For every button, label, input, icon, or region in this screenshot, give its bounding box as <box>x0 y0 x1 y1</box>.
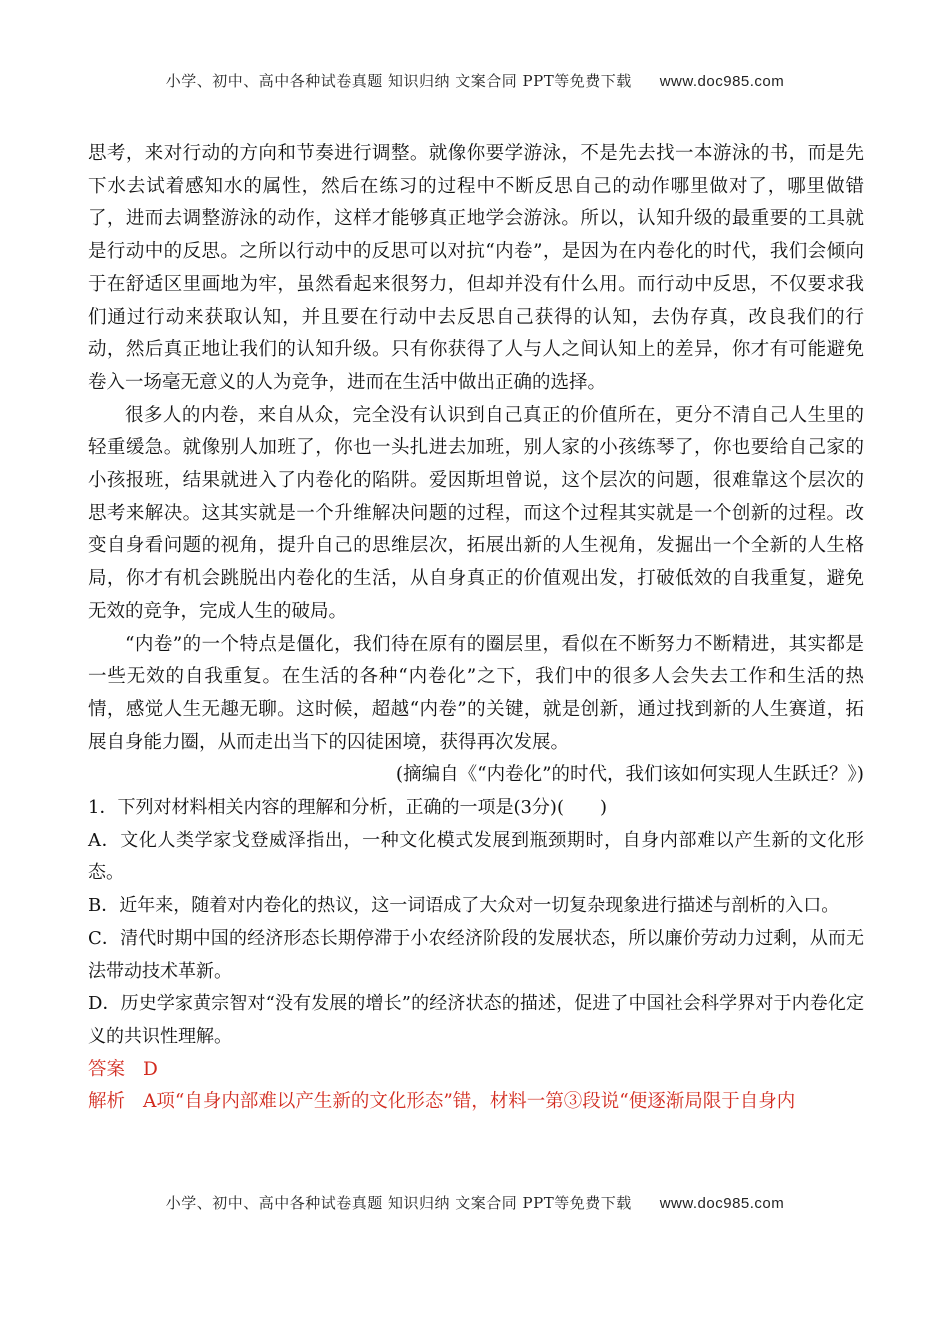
page-header <box>0 70 950 91</box>
header-site-link[interactable]: www.doc985.com <box>659 73 785 90</box>
answer-line <box>88 1054 864 1087</box>
paragraph-3: “内卷”的一个特点是僵化，我们待在原有的圈层里，看似在不断努力不断精进，其实都是一些无效的自我重复。在生活的各种“内卷化”之下，我们中的很多人会失去工作和生活的热情，感觉人生无趣无聊。这时候，超越“内卷”的关键，就是创新，通过找到新的人生赛道，拓展自身能力圈，从而走出当下的囚徒困境，获得再次发展。 <box>88 633 864 753</box>
header-text: 小学、初中、高中各种试卷真题 知识归纳 文案合同 PPT等免费下载 <box>165 72 632 90</box>
question-stem: 1．下列对材料相关内容的理解和分析，正确的一项是(3分)( ) <box>88 797 607 819</box>
answer-value: D <box>143 1058 158 1080</box>
page-footer <box>0 1192 950 1213</box>
paragraph-1: 思考，来对行动的方向和节奏进行调整。就像你要学游泳，不是先去找一本游泳的书，而是先下水去试着感知水的属性，然后在练习的过程中不断反思自己的动作哪里做对了，哪里做错了，进而去调整游泳的动作，这样才能够真正地学会游泳。所以，认知升级的最重要的工具就是行动中的反思。之所以行动中的反思可以对抗“内卷”，是因为在内卷化的时代，我们会倾向于在舒适区里画地为牢，虽然看起来很努力，但却并没有什么用。而行动中反思，不仅要求我们通过行动来获取认知，并且要在行动中去反思自己获得的认知，去伪存真，改良我们的行动，然后真正地让我们的认知升级。只有你获得了人与人之间认知上的差异，你才有可能避免卷入一场毫无意义的人为竞争，进而在生活中做出正确的选择。 <box>88 143 864 393</box>
option-c: C．清代时期中国的经济形态长期停滞于小农经济阶段的发展状态，所以廉价劳动力过剩，从而无法带动技术革新。 <box>88 927 864 982</box>
footer-text: 小学、初中、高中各种试卷真题 知识归纳 文案合同 PPT等免费下载 <box>165 1194 632 1212</box>
option-b: B．近年来，随着对内卷化的热议，这一词语成了大众对一切复杂现象进行描述与剖析的入口。 <box>88 895 840 917</box>
answer-label: 答案 <box>88 1058 126 1080</box>
option-a: A．文化人类学家戈登威泽指出，一种文化模式发展到瓶颈期时，自身内部难以产生新的文化形态。 <box>88 829 864 884</box>
source-citation: (摘编自《“内卷化”的时代，我们该如何实现人生跃迁？》) <box>395 764 864 786</box>
analysis-line <box>88 1086 864 1119</box>
document-body <box>88 138 864 1119</box>
analysis-label: 解析 <box>88 1091 126 1113</box>
footer-site-link[interactable]: www.doc985.com <box>659 1195 785 1212</box>
analysis-text: A项“自身内部难以产生新的文化形态”错，材料一第③段说“便逐渐局限于自身内 <box>143 1091 796 1113</box>
option-d: D．历史学家黄宗智对“没有发展的增长”的经济状态的描述，促进了中国社会科学界对于内卷化定义的共识性理解。 <box>88 993 864 1047</box>
paragraph-2: 很多人的内卷，来自从众，完全没有认识到自己真正的价值所在，更分不清自己人生里的轻重缓急。就像别人加班了，你也一头扎进去加班，别人家的小孩练琴了，你也要给自己家的小孩报班，结果就进入了内卷化的陷阱。爱因斯坦曾说，这个层次的问题，很难靠这个层次的思考来解决。这其实就是一个升维解决问题的过程，而这个过程其实就是一个创新的过程。改变自身看问题的视角，提升自己的思维层次，拓展出新的人生视角，发掘出一个全新的人生格局，你才有机会跳脱出内卷化的生活，从自身真正的价值观出发，打破低效的自我重复，避免无效的竞争，完成人生的破局。 <box>88 404 864 622</box>
